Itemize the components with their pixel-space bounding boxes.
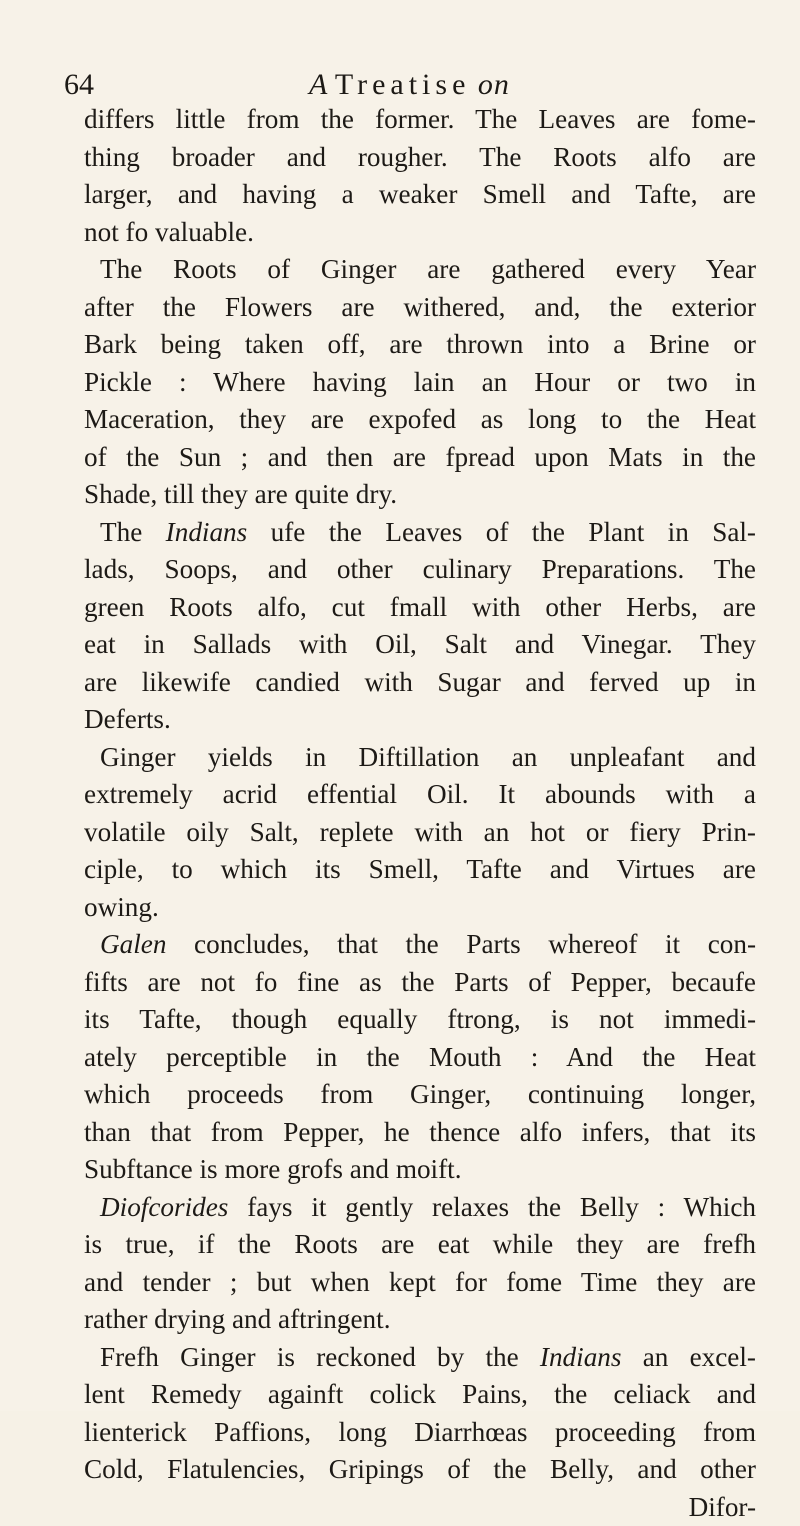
text-line: than that from Pepper, he thence alfo infers, that its [84,1114,756,1152]
text-line: Bark being taken off, are thrown into a Brine or [84,326,756,364]
running-title [309,68,510,102]
text-line: and tender ; but when kept for fome Time they are [84,1264,756,1302]
text-line: The Roots of Ginger are gathered every Year [84,251,756,289]
text-line-lead: Frefh Ginger is reckoned by the [100,1342,540,1372]
text-line-lead: The [100,517,166,547]
text-line [84,926,756,964]
text-line: owing. [84,889,756,927]
text-line: Ginger yields in Diftillation an unpleafant and [84,739,756,777]
text-line: thing broader and rougher. The Roots alfo are [84,139,756,177]
text-line: ately perceptible in the Mouth : And the Heat [84,1039,756,1077]
text-line: Deferts. [84,701,756,739]
italic-name: Indians [166,517,248,547]
text-line: is true, if the Roots are eat while they are frefh [84,1226,756,1264]
text-line: not fo valuable. [84,214,756,252]
text-line: after the Flowers are withered, and, the exterior [84,289,756,327]
text-line: of the Sun ; and then are fpread upon Mats in the [84,439,756,477]
text-line: lent Remedy againft colick Pains, the celiack and [84,1376,756,1414]
text-line: eat in Sallads with Oil, Salt and Vinegar. They [84,626,756,664]
italic-name: Galen [100,929,166,959]
text-line-rest: concludes, that the Parts whereof it con- [166,929,756,959]
text-line: lads, Soops, and other culinary Preparations. The [84,551,756,589]
text-line: its Tafte, though equally ftrong, is not immedi- [84,1001,756,1039]
text-line: volatile oily Salt, replete with an hot or fiery Prin- [84,814,756,852]
text-line: Cold, Flatulencies, Gripings of the Belly, and other [84,1451,756,1489]
running-title-on: on [478,68,510,101]
text-line-rest: ufe the Leaves of the Plant in Sal- [247,517,756,547]
text-line-rest: fays it gently relaxes the Belly : Which [228,1192,756,1222]
text-line: extremely acrid effential Oil. It abounds with a [84,776,756,814]
text-line: Pickle : Where having lain an Hour or two in [84,364,756,402]
page-number: 64 [64,68,94,102]
running-title-lead: A [309,68,327,101]
italic-name: Indians [540,1342,622,1372]
text-line: Difor- [84,1489,756,1526]
text-line [84,1189,756,1227]
running-title-word: Treatise [335,68,471,101]
text-line: which proceeds from Ginger, continuing longer, [84,1076,756,1114]
page-body-text [84,101,756,1526]
italic-name: Diofcorides [100,1192,228,1222]
text-line: ciple, to which its Smell, Tafte and Virtues are [84,851,756,889]
text-line-rest: an excel- [621,1342,756,1372]
text-line: green Roots alfo, cut fmall with other Herbs, are [84,589,756,627]
text-line: are likewife candied with Sugar and ferved up in [84,664,756,702]
text-line: lienterick Paffions, long Diarrhœas proceeding from [84,1414,756,1452]
text-line: differs little from the former. The Leaves are fome- [84,101,756,139]
text-line [84,1339,756,1377]
text-line: Subftance is more grofs and moift. [84,1151,756,1189]
text-line: rather drying and aftringent. [84,1301,756,1339]
text-line: larger, and having a weaker Smell and Tafte, are [84,176,756,214]
text-line: Shade, till they are quite dry. [84,476,756,514]
text-line: fifts are not fo fine as the Parts of Pepper, becaufe [84,964,756,1002]
text-line [84,514,756,552]
text-line: Maceration, they are expofed as long to the Heat [84,401,756,439]
